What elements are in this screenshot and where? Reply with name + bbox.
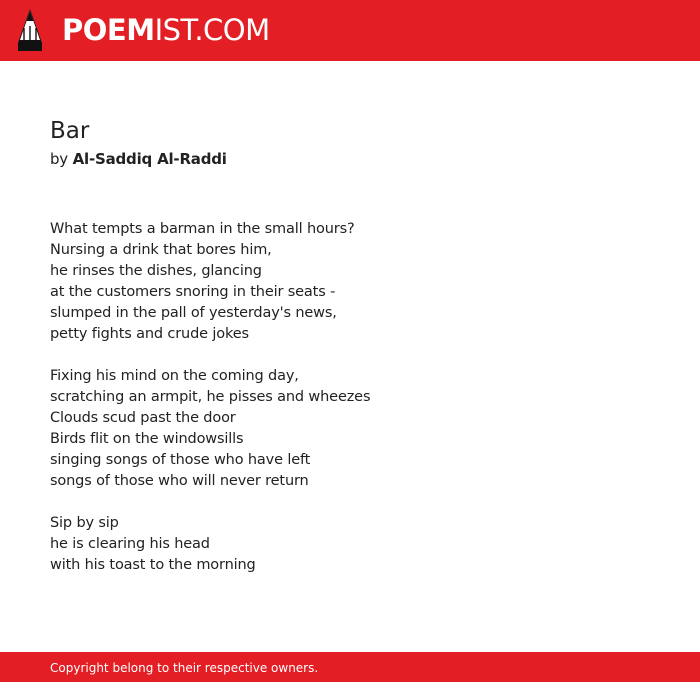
copyright-text: Copyright belong to their respective owners. bbox=[50, 661, 319, 675]
poem-line: Fixing his mind on the coming day, bbox=[50, 368, 299, 384]
poem-line: at the customers snoring in their seats - bbox=[50, 284, 336, 300]
stanza-2 bbox=[50, 366, 650, 492]
site-footer bbox=[0, 652, 700, 682]
poem-line: scratching an armpit, he pisses and wheezes bbox=[50, 389, 371, 405]
author-name: Al-Saddiq Al-Raddi bbox=[72, 150, 227, 168]
poem-line: Nursing a drink that bores him, bbox=[50, 242, 272, 258]
by-label: by bbox=[50, 150, 68, 168]
logo-text-light: IST.COM bbox=[154, 13, 270, 47]
poem-line: Clouds scud past the door bbox=[50, 410, 236, 426]
stanza-3 bbox=[50, 513, 650, 576]
site-header bbox=[0, 0, 700, 61]
poem-line: petty fights and crude jokes bbox=[50, 326, 249, 342]
poem-line: singing songs of those who have left bbox=[50, 452, 311, 468]
logo-text-bold: POEM bbox=[62, 13, 155, 47]
poem-line: Sip by sip bbox=[50, 515, 119, 531]
poem-line: with his toast to the morning bbox=[50, 557, 256, 573]
poem-line: he rinses the dishes, glancing bbox=[50, 263, 262, 279]
poem-line: he is clearing his head bbox=[50, 536, 210, 552]
poem-line: songs of those who will never return bbox=[50, 473, 309, 489]
pencil-icon bbox=[18, 9, 42, 51]
poem-title: Bar bbox=[50, 118, 90, 144]
poem-line: slumped in the pall of yesterday's news, bbox=[50, 305, 337, 321]
poem-body bbox=[50, 219, 650, 576]
poem-byline bbox=[50, 148, 650, 170]
poem-content bbox=[50, 116, 650, 597]
poem-line: What tempts a barman in the small hours? bbox=[50, 221, 355, 237]
site-logo-text bbox=[62, 14, 270, 46]
poem-line: Birds flit on the windowsills bbox=[50, 431, 244, 447]
stanza-1 bbox=[50, 219, 650, 345]
